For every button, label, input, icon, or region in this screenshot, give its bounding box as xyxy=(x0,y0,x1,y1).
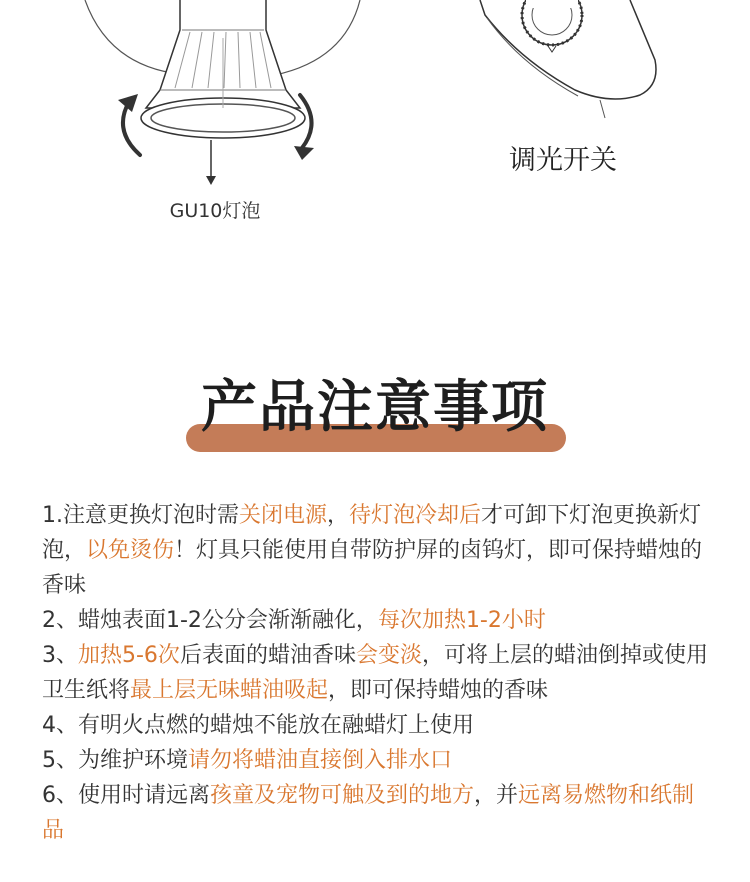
down-arrow-icon xyxy=(206,140,216,185)
note-text: 5、为维护环境 xyxy=(42,748,188,773)
note-highlight: 请勿将蜡油直接倒入排水口 xyxy=(188,748,453,773)
bulb-and-switch-drawing xyxy=(0,0,750,260)
note-text: ！灯具只能使用自带防护屏的卤钨灯，即可保持蜡烛的香味 xyxy=(42,538,703,598)
note-text: 4、有明火点燃的蜡烛不能放在融蜡灯上使用 xyxy=(42,713,474,738)
note-item-1 xyxy=(42,498,712,603)
bulb-label: GU10灯泡 xyxy=(169,200,261,222)
note-item-4 xyxy=(42,708,712,743)
note-highlight: 待灯泡冷却后 xyxy=(349,503,482,528)
section-title: 产品注意事项 xyxy=(201,375,549,440)
note-text: 才可卸下灯泡更换新灯泡， xyxy=(42,503,702,563)
note-highlight: 以免烫伤 xyxy=(86,538,175,563)
note-text: 3、 xyxy=(42,643,78,668)
note-text: 2、蜡烛表面1-2公分会渐渐融化， xyxy=(42,608,378,633)
note-text: 6、使用时请远离 xyxy=(42,783,210,808)
bulb-icon xyxy=(141,0,305,138)
note-highlight: 关闭电源 xyxy=(239,503,328,528)
product-illustration xyxy=(0,0,750,260)
switch-label: 调光开关 xyxy=(509,145,617,176)
note-highlight: 远离易燃物和纸制品 xyxy=(42,783,695,843)
note-item-6 xyxy=(42,778,712,848)
note-highlight: 加热5-6次 xyxy=(78,643,180,668)
note-text: 1.注意更换灯泡时需 xyxy=(42,503,239,528)
dimmer-switch-icon xyxy=(480,0,656,118)
note-text: ，即可保持蜡烛的香味 xyxy=(328,678,549,703)
note-highlight: 最上层无味蜡油吸起 xyxy=(130,678,329,703)
note-text: 后表面的蜡油香味 xyxy=(179,643,356,668)
note-text: ，可将上层的蜡油倒掉或使用卫生纸将 xyxy=(42,643,708,703)
note-item-3 xyxy=(42,638,712,708)
section-heading xyxy=(0,372,750,462)
note-highlight: 每次加热1-2小时 xyxy=(377,608,546,633)
note-highlight: 孩童及宠物可触及到的地方 xyxy=(210,783,475,808)
note-item-5 xyxy=(42,743,712,778)
note-text: ，并 xyxy=(474,783,519,808)
note-text: ， xyxy=(327,503,350,528)
note-highlight: 会变淡 xyxy=(355,643,422,668)
precautions-list xyxy=(42,498,712,848)
note-item-2 xyxy=(42,603,712,638)
